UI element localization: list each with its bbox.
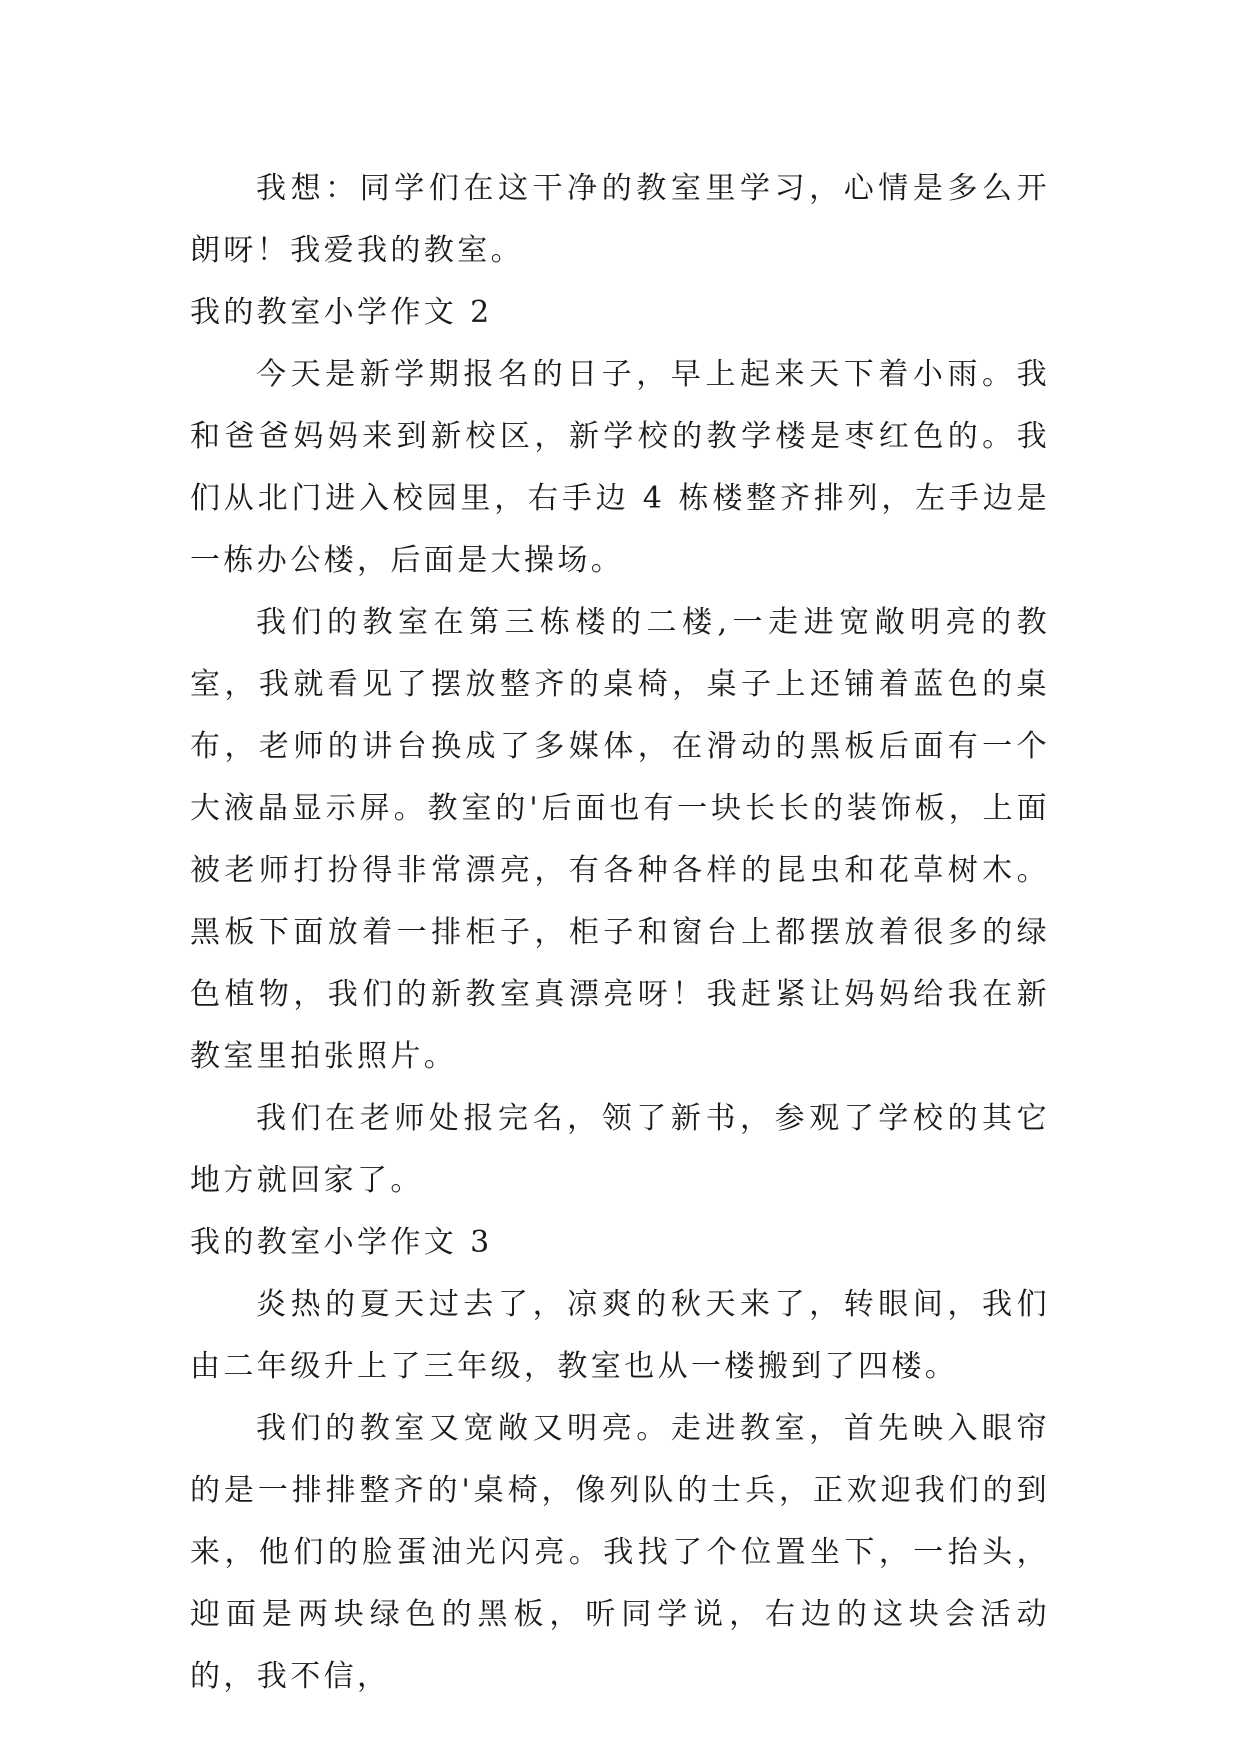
essay-heading-3: 我的教室小学作文 3 <box>190 1225 493 1260</box>
document-body <box>190 158 1050 1708</box>
paragraph-registration-day: 今天是新学期报名的日子，早上起来天下着小雨。我和爸爸妈妈来到新校区，新学校的教学楼是枣红色的。我们从北门进入校园里，右手边 4 栋楼整齐排列，左手边是一栋办公楼，后面是大操场。 <box>190 357 1050 578</box>
paragraph-autumn: 炎热的夏天过去了，凉爽的秋天来了，转眼间，我们由二年级升上了三年级，教室也从一楼搬到了四楼。 <box>190 1287 1050 1384</box>
paragraph-closing: 我想：同学们在这干净的教室里学习，心情是多么开朗呀！我爱我的教室。 <box>190 171 1050 268</box>
essay-heading-2: 我的教室小学作文 2 <box>190 295 493 330</box>
paragraph-classroom-description: 我们的教室在第三栋楼的二楼,一走进宽敞明亮的教室，我就看见了摆放整齐的桌椅，桌子上还铺着蓝色的桌布，老师的讲台换成了多媒体，在滑动的黑板后面有一个大液晶显示屏。教室的'后面也有一块长长的装饰板，上面被老师打扮得非常漂亮，有各种各样的昆虫和花草树木。黑板下面放着一排柜子，柜子和窗台上都摆放着很多的绿色植物，我们的新教室真漂亮呀！我赶紧让妈妈给我在新教室里拍张照片。 <box>190 605 1050 1074</box>
paragraph-going-home: 我们在老师处报完名，领了新书，参观了学校的其它地方就回家了。 <box>190 1101 1050 1198</box>
paragraph-new-classroom: 我们的教室又宽敞又明亮。走进教室，首先映入眼帘的是一排排整齐的'桌椅，像列队的士兵，正欢迎我们的到来，他们的脸蛋油光闪亮。我找了个位置坐下，一抬头，迎面是两块绿色的黑板，听同学说，右边的这块会活动的，我不信， <box>190 1411 1050 1694</box>
